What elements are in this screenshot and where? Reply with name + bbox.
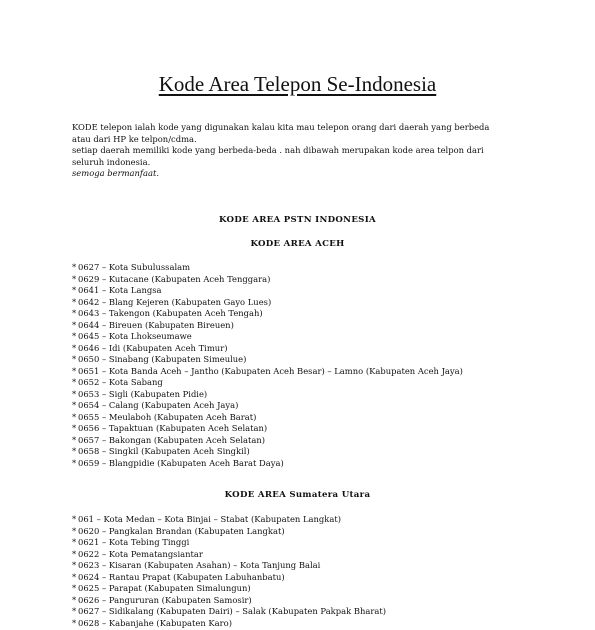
area-code-item — [72, 377, 542, 389]
area-code-text: 0623 – Kisaran (Kabupaten Asahan) – Kota Tanjung Balai — [78, 560, 321, 570]
area-code-text: 0627 – Kota Subulussalam — [78, 262, 191, 272]
area-code-text: 0650 – Sinabang (Kabupaten Simeulue) — [78, 354, 247, 364]
intro-line: KODE telepon ialah kode yang digunakan kalau kita mau telepon orang dari daerah yang berbeda — [72, 122, 490, 132]
area-code-item — [72, 331, 542, 343]
bullet-star: * — [72, 423, 77, 433]
area-code-item — [72, 320, 542, 332]
area-code-item — [72, 526, 542, 538]
area-code-item — [72, 400, 542, 412]
area-code-item — [72, 560, 542, 572]
aceh-heading: KODE AREA ACEH — [250, 239, 345, 249]
area-code-text: 0621 – Kota Tebing Tinggi — [78, 537, 190, 547]
area-code-text: 0643 – Takengon (Kabupaten Aceh Tengah) — [78, 308, 263, 318]
area-code-text: 0629 – Kutacane (Kabupaten Aceh Tenggara) — [78, 273, 271, 284]
bullet-star: * — [72, 446, 77, 456]
area-code-text: 0625 – Parapat (Kabupaten Simalungun) — [78, 583, 251, 593]
bullet-star: * — [72, 537, 77, 547]
area-code-item — [72, 595, 542, 607]
area-code-text: 0627 – Sidikalang (Kabupaten Dairi) – Salak (Kabupaten Pakpak Bharat) — [78, 606, 387, 616]
area-code-item — [72, 606, 542, 618]
area-code-text: 0658 – Singkil (Kabupaten Aceh Singkil) — [78, 446, 250, 456]
area-code-item — [72, 285, 542, 297]
bullet-star: * — [72, 583, 77, 593]
area-code-item — [72, 423, 542, 435]
aceh-code-list — [72, 262, 542, 469]
area-code-item — [72, 583, 542, 595]
bullet-star: * — [72, 331, 77, 341]
area-code-text: 0652 – Kota Sabang — [78, 377, 163, 387]
area-code-item — [72, 435, 542, 447]
intro-paragraph — [72, 122, 522, 180]
area-code-text: 0659 – Blangpidie (Kabupaten Aceh Barat Daya) — [78, 457, 284, 468]
area-code-text: 0654 – Calang (Kabupaten Aceh Jaya) — [78, 400, 239, 410]
area-code-item — [72, 297, 542, 309]
bullet-star: * — [72, 354, 77, 364]
area-code-text: 0626 – Pangururan (Kabupaten Samosir) — [78, 594, 252, 605]
area-code-item — [72, 343, 542, 355]
area-code-item — [72, 366, 542, 378]
bullet-star: * — [72, 594, 77, 605]
bullet-star: * — [72, 400, 77, 410]
area-code-item — [72, 354, 542, 366]
bullet-star: * — [72, 365, 77, 376]
bullet-star: * — [72, 388, 77, 399]
area-code-text: 0641 – Kota Langsa — [78, 285, 162, 295]
bullet-star: * — [72, 296, 77, 307]
area-code-item — [72, 618, 542, 630]
area-code-text: 0624 – Rantau Prapat (Kabupaten Labuhanbatu) — [78, 571, 285, 582]
bullet-star: * — [72, 525, 77, 536]
bullet-star: * — [72, 560, 77, 570]
intro-line: setiap daerah memiliki kode yang berbeda-beda . nah dibawah merupakan kode area telpon dari — [72, 145, 484, 155]
area-code-text: 0655 – Meulaboh (Kabupaten Aceh Barat) — [78, 411, 257, 422]
main-heading: KODE AREA PSTN INDONESIA — [219, 215, 376, 225]
bullet-star: * — [72, 308, 77, 318]
area-code-item — [72, 572, 542, 584]
area-code-text: 0646 – Idi (Kabupaten Aceh Timur) — [78, 342, 228, 353]
page-title: Kode Area Telepon Se-Indonesia — [158, 72, 437, 96]
bullet-star: * — [72, 457, 77, 468]
sumut-heading: KODE AREA Sumatera Utara — [224, 490, 371, 500]
bullet-star: * — [72, 617, 77, 628]
sumut-code-list — [72, 514, 542, 629]
bullet-star: * — [72, 571, 77, 582]
area-code-item — [72, 537, 542, 549]
bullet-star: * — [72, 434, 77, 445]
bullet-star: * — [72, 514, 77, 524]
area-code-item — [72, 514, 542, 526]
area-code-text: 0622 – Kota Pematangsiantar — [78, 548, 203, 559]
area-code-text: 0645 – Kota Lhokseumawe — [78, 331, 192, 341]
area-code-text: 0644 – Bireuen (Kabupaten Bireuen) — [78, 319, 234, 330]
area-code-text: 061 – Kota Medan – Kota Binjai – Stabat (Kabupaten Langkat) — [78, 514, 341, 524]
area-code-item — [72, 412, 542, 424]
area-code-item — [72, 308, 542, 320]
bullet-star: * — [72, 273, 77, 284]
bullet-star: * — [72, 319, 77, 330]
area-code-item — [72, 458, 542, 470]
area-code-text: 0651 – Kota Banda Aceh – Jantho (Kabupaten Aceh Besar) – Lamno (Kabupaten Aceh Jaya) — [78, 365, 463, 376]
area-code-text: 0642 – Blang Kejeren (Kabupaten Gayo Lues) — [78, 296, 272, 307]
bullet-star: * — [72, 377, 77, 387]
bullet-star: * — [72, 285, 77, 295]
area-code-item — [72, 262, 542, 274]
intro-line: atau dari HP ke telpon/cdma. — [72, 133, 197, 144]
area-code-item — [72, 446, 542, 458]
bullet-star: * — [72, 262, 77, 272]
intro-line: seluruh indonesia. — [72, 156, 151, 167]
area-code-text: 0628 – Kabanjahe (Kabupaten Karo) — [78, 617, 232, 628]
area-code-text: 0657 – Bakongan (Kabupaten Aceh Selatan) — [78, 434, 266, 445]
area-code-item — [72, 274, 542, 286]
bullet-star: * — [72, 548, 77, 559]
bullet-star: * — [72, 342, 77, 353]
area-code-item — [72, 389, 542, 401]
intro-closing: semoga bermanfaat. — [72, 168, 160, 178]
area-code-text: 0620 – Pangkalan Brandan (Kabupaten Langkat) — [78, 525, 285, 536]
bullet-star: * — [72, 606, 77, 616]
area-code-text: 0653 – Sigli (Kabupaten Pidie) — [78, 388, 208, 399]
bullet-star: * — [72, 411, 77, 422]
area-code-item — [72, 549, 542, 561]
area-code-text: 0656 – Tapaktuan (Kabupaten Aceh Selatan) — [78, 423, 268, 433]
